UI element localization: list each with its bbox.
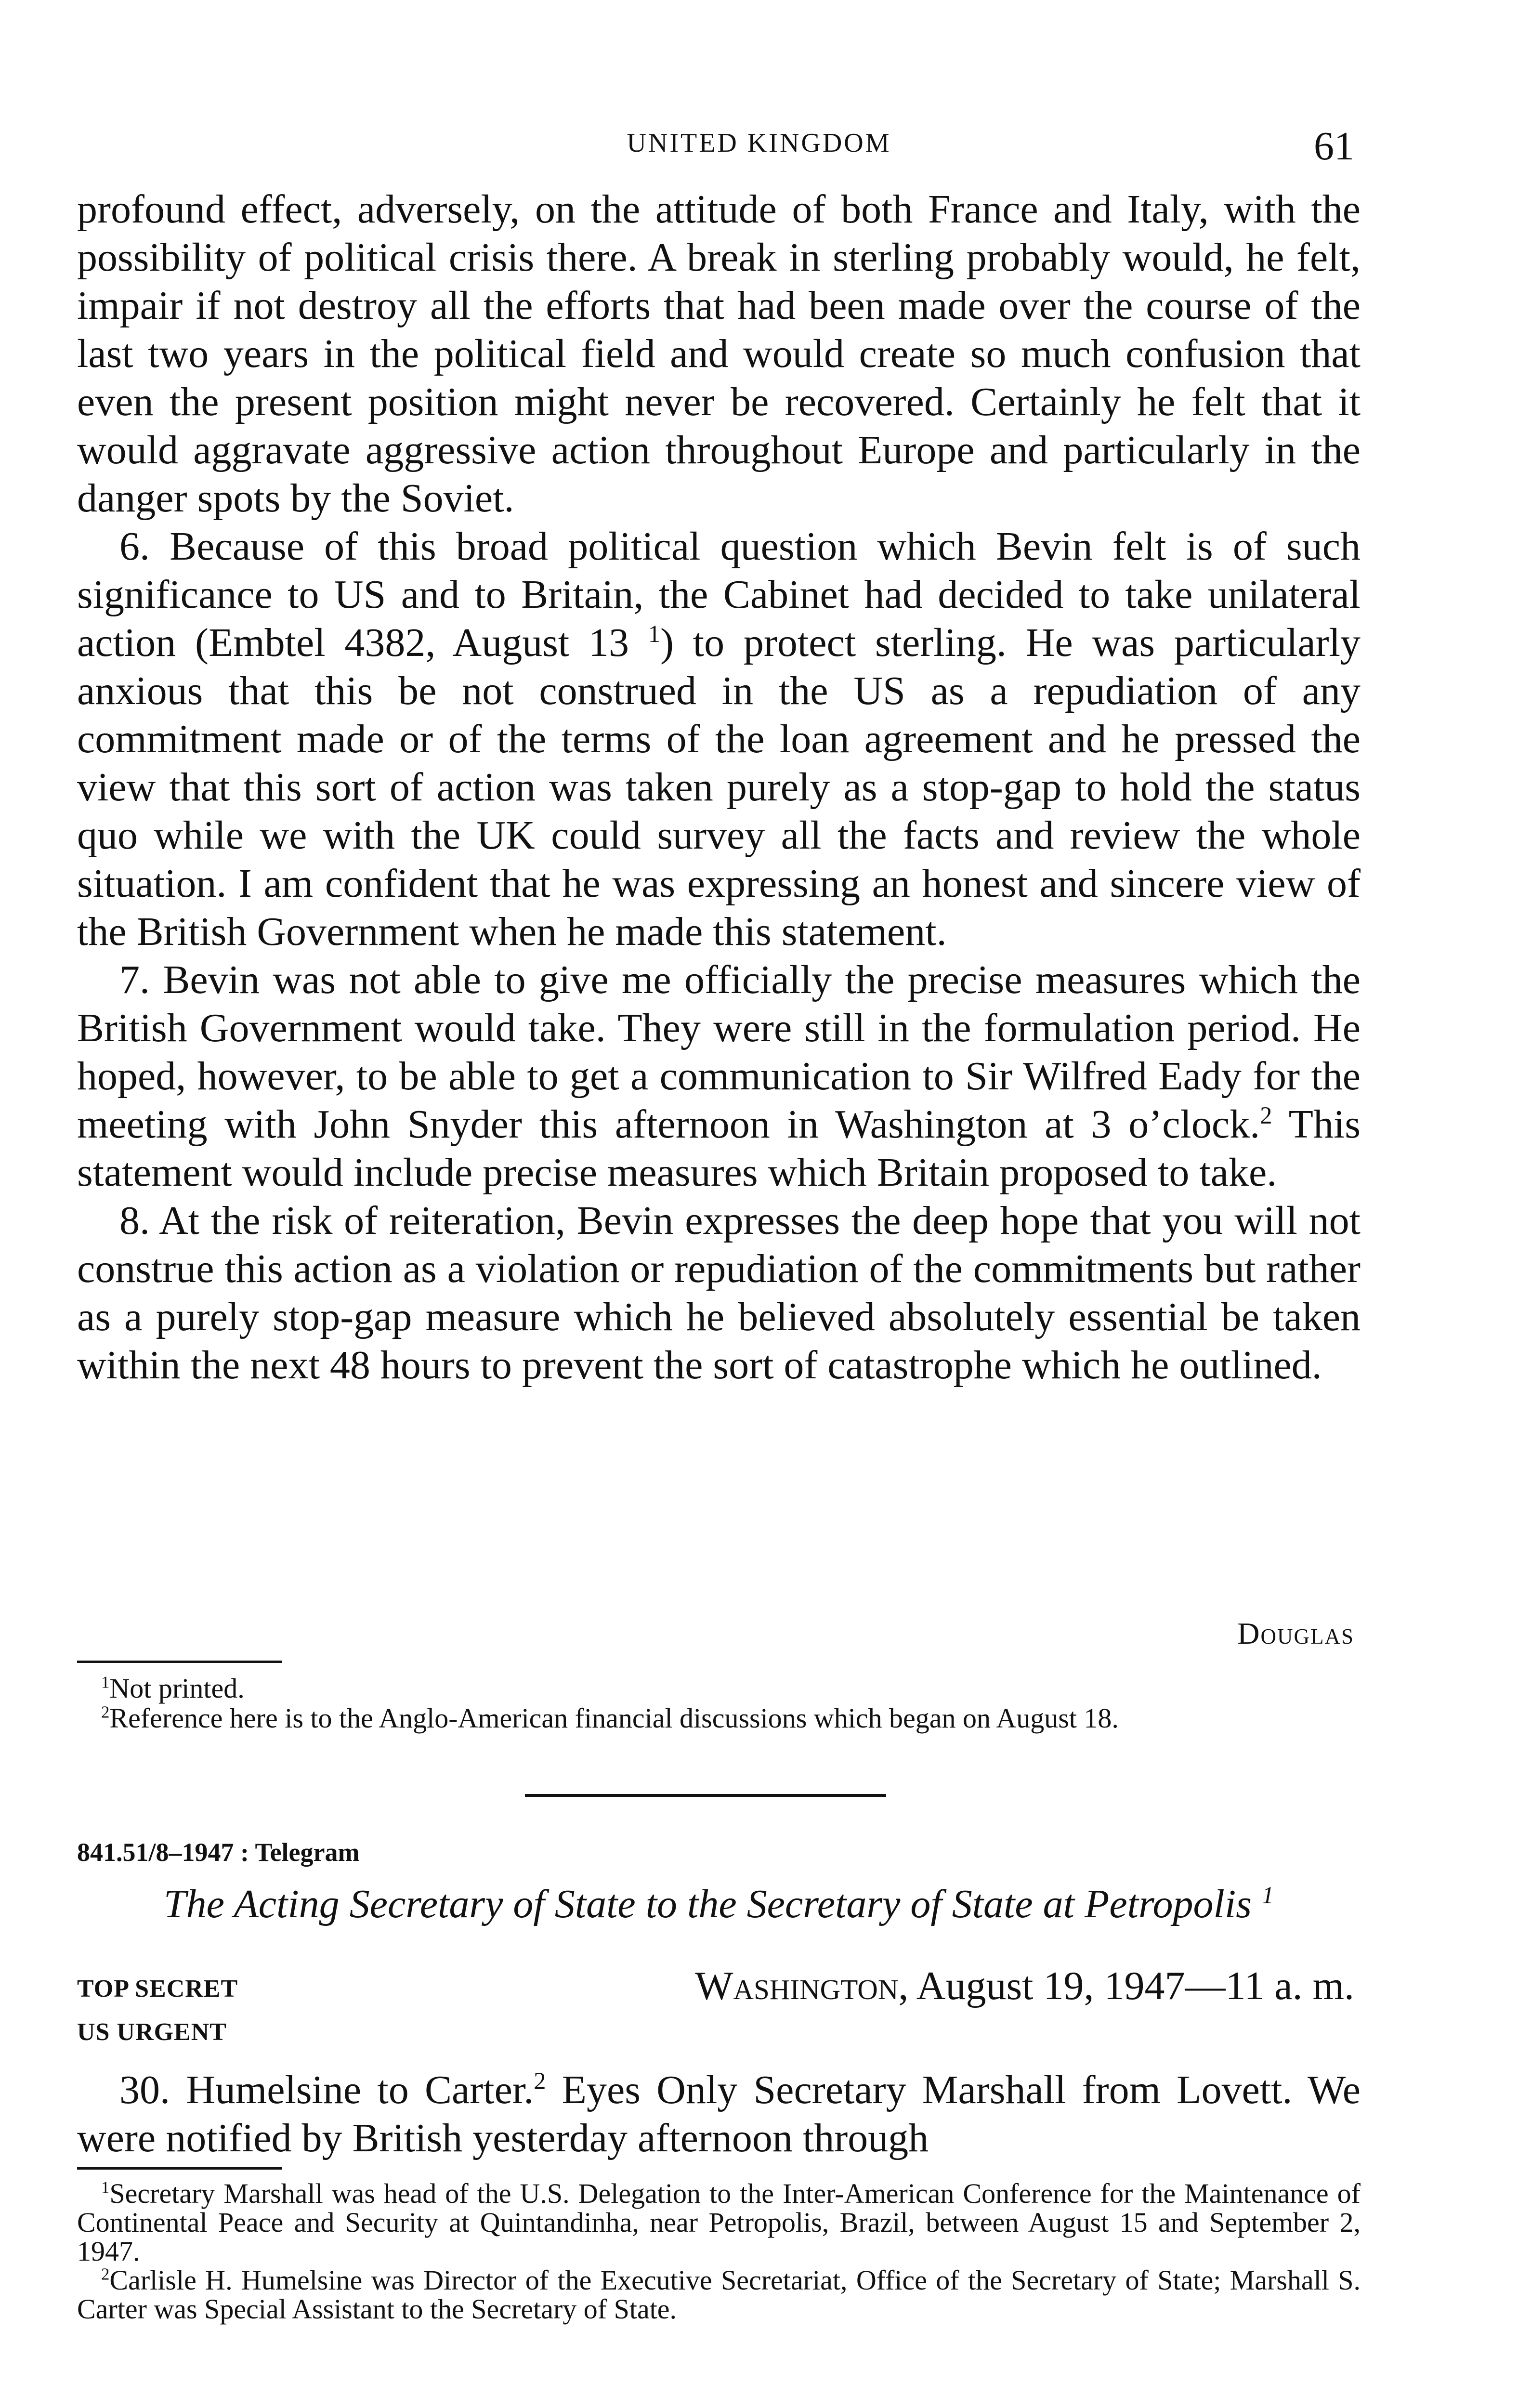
telegram-text-part-2: Eyes Only Secretary Marshall from Lovett. We were notified by British yesterday afternoon through: [77, 2068, 1361, 2160]
footnote-rule: [77, 1661, 282, 1663]
paragraph-8: 8. At the risk of reiteration, Bevin expresses the deep hope that you will not construe this action as a violation or repudiation of the commitments but rather as a purely stop-gap measure which he believed absolutely essential be taken within the next 48 hours to prevent the sort of catastrophe which he outlined.: [77, 1198, 1361, 1387]
dateline-place: Washington,: [695, 1963, 909, 2008]
dateline-date: August 19, 1947—11 a. m.: [908, 1963, 1354, 2008]
footnote-ref: 1: [648, 620, 661, 647]
body-text: [77, 185, 1361, 1389]
telegram-paragraph: [77, 2066, 1361, 2162]
paragraph-7-part-2: This statement would include precise measures which Britain proposed to take.: [77, 1102, 1361, 1195]
paragraph-7-part-1: 7. Bevin was not able to give me officially the precise measures which the British Government would take. They were still in the formulation period. He hoped, however, to be able to get a communication to Sir Wilfred Eady for the meeting with John Snyder this afternoon in Washington at 3 o’clock.: [77, 957, 1361, 1147]
footnote-text: Carlisle H. Humelsine was Director of the Executive Secretariat, Office of the Secretary of State; Marshall S. Carter was Special Assistant to the Secretary of State.: [77, 2264, 1361, 2325]
document-title-text: The Acting Secretary of State to the Secretary of State at Petropolis: [163, 1882, 1252, 1926]
paragraph-7: [77, 956, 1361, 1197]
page-number: 61: [1314, 124, 1354, 169]
document-file-number: 841.51/8–1947 : Telegram: [77, 1838, 360, 1867]
footnote-text: Secretary Marshall was head of the U.S. Delegation to the Inter-American Conference for the Maintenance of Continental Peace and Security at Quintandinha, near Petropolis, Brazil, between August 15 and September 2, 1947.: [77, 2178, 1361, 2267]
paragraph-continued: profound effect, adversely, on the attitude of both France and Italy, with the possibility of political crisis there. A break in sterling probably would, he felt, impair if not destroy all the efforts that had been made over the course of the last two years in the political field and would create so much confusion that even the present position might never be recovered. Certainly he felt that it would aggravate aggressive action throughout Europe and particularly in the danger spots by the Soviet.: [77, 187, 1361, 521]
running-head: [0, 123, 1518, 169]
footnote-marker: 2: [101, 1702, 110, 1722]
classification-us-urgent: US URGENT: [77, 2018, 227, 2046]
footnote-rule: [77, 2167, 282, 2170]
footnote-ref: 2: [1260, 1102, 1272, 1129]
telegram-text-part-1: 30. Humelsine to Carter.: [119, 2068, 534, 2112]
paragraph-6: [77, 523, 1361, 956]
footnote-marker: 2: [101, 2264, 110, 2284]
footnotes-section-2: [77, 2179, 1361, 2324]
paragraph-6-part-1: 6. Because of this broad political question which Bevin felt is of such significance to US and to Britain, the Cabinet had decided to take unilateral action (Embtel 4382, August 13: [77, 524, 1361, 665]
footnote: [77, 1703, 1361, 1733]
running-title: UNITED KINGDOM: [627, 128, 891, 158]
footnote-text: Reference here is to the Anglo-American financial discussions which began on August 18.: [109, 1702, 1119, 1734]
section-separator: [525, 1794, 886, 1797]
telegram-body: [77, 2066, 1361, 2162]
signature: Douglas: [1237, 1616, 1354, 1650]
classification-top-secret: TOP SECRET: [77, 1975, 238, 2002]
footnote-ref: 1: [1261, 1882, 1274, 1909]
footnote-marker: 1: [101, 1673, 110, 1692]
footnote: [77, 2179, 1361, 2266]
paragraph-6-part-2: ) to protect sterling. He was particularly anxious that this be not construed in the US as a repudiation of any commitment made or of the terms of the loan agreement and he pressed the view that this sort of action was taken purely as a stop-gap to hold the status quo while we with the UK could survey all the facts and review the whole situation. I am confident that he was expressing an honest and sincere view of the British Government when he made this statement.: [77, 620, 1361, 954]
footnote: [77, 1674, 1361, 1703]
dateline: [695, 1963, 1354, 2009]
footnote-text: Not printed.: [109, 1673, 245, 1704]
footnote-marker: 1: [101, 2178, 110, 2197]
footnote-ref: 2: [534, 2068, 546, 2094]
footnotes-section-1: [77, 1674, 1361, 1733]
document-title: [77, 1881, 1361, 1927]
footnote: [77, 2266, 1361, 2324]
